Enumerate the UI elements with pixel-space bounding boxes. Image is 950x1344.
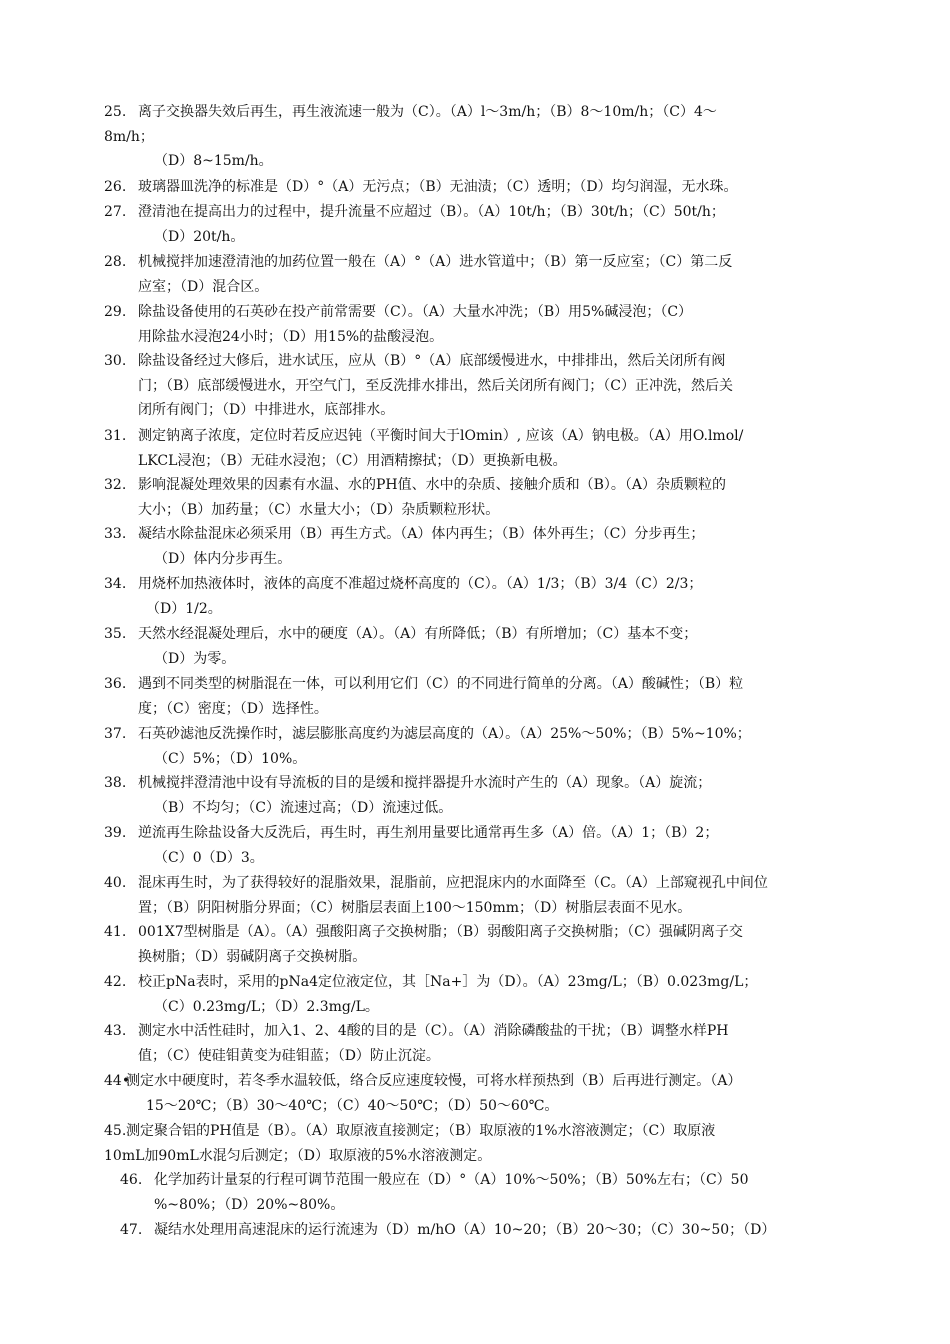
question-text-line: （C）0（D）3。	[154, 849, 264, 866]
question-text-line: 闭所有阀门；（D）中排进水，底部排水。	[138, 402, 395, 418]
question-25	[104, 100, 844, 174]
question-42	[104, 970, 844, 1019]
question-text-line: 除盐设备使用的石英砂在投产前常需要（C）。（A）大量水冲洗；（B）用5%碱浸泡；（C）	[138, 304, 693, 320]
question-number: 44•	[104, 1073, 131, 1089]
question-number: 33.	[104, 526, 127, 542]
question-text-line: 度；（C）密度；（D）选择性。	[138, 700, 328, 717]
question-text-line: 换树脂；（D）弱碱阴离子交换树脂。	[138, 948, 367, 965]
question-number: 25.	[104, 104, 127, 120]
question-text-line: 凝结水除盐混床必须采用（B）再生方式。（A）体内再生；（B）体外再生；（C）分步再生；	[138, 526, 705, 542]
question-28	[104, 250, 844, 299]
question-number: 38.	[104, 775, 127, 791]
question-text-line: （B）不均匀；（C）流速过高；（D）流速过低。	[154, 799, 453, 816]
question-text-line: 门；（B）底部缓慢进水，开空气门，至反洗排水排出，然后关闭所有阀门；（C）正冲洗，然后关	[138, 377, 733, 394]
question-text-line: %~80%；（D）20%~80%。	[154, 1196, 345, 1213]
question-text-line: LKCL浸泡；（B）无硅水浸泡；（C）用酒精擦拭；（D）更换新电极。	[138, 452, 567, 469]
question-text-line: （C）0.23mg/L；（D）2.3mg/L。	[154, 998, 379, 1015]
question-41	[104, 920, 844, 969]
question-text-line: 应室；（D）混合区。	[138, 278, 269, 295]
question-35	[104, 622, 844, 671]
question-text-line: （D）1/2。	[146, 600, 222, 617]
question-39	[104, 821, 844, 870]
question-30	[104, 349, 844, 423]
question-46	[120, 1168, 844, 1217]
question-26	[104, 175, 844, 200]
question-text-line: 值；（C）使硅钼黄变为硅钼蓝；（D）防止沉淀。	[138, 1047, 440, 1064]
question-text-line: 大小；（B）加药量；（C）水量大小；（D）杂质颗粒形状。	[138, 501, 500, 518]
question-33	[104, 522, 844, 571]
question-number: 39.	[104, 825, 127, 841]
question-36	[104, 672, 844, 721]
question-number: 42.	[104, 974, 127, 990]
question-text-line: 001X7型树脂是（A）。（A）强酸阳离子交换树脂；（B）弱酸阳离子交换树脂；（C）强碱阴离子交	[138, 924, 743, 940]
question-text-line: 玻璃器皿洗净的标准是（D）°（A）无污点；（B）无油渍；（C）透明；（D）均匀润湿，无水珠。	[138, 179, 738, 195]
question-31	[104, 424, 844, 473]
question-number: 43.	[104, 1023, 127, 1039]
question-number: 37.	[104, 726, 127, 742]
question-text-line: 置；（B）阴阳树脂分界面；（C）树脂层表面上100〜150mm；（D）树脂层表面不见水。	[138, 899, 692, 916]
question-text-line: 澄清池在提高出力的过程中，提升流量不应超过（B）。（A）10t/h；（B）30t/h；（C）50t/h；	[138, 204, 725, 220]
question-text-line: 影响混凝处理效果的因素有水温、水的PH值、水中的杂质、接触介质和（B）。（A）杂质颗粒的	[138, 477, 727, 493]
question-text-line: 测定水中硬度时，若冬季水温较低，络合反应速度较慢，可将水样预热到（B）后再进行测定。（A）	[126, 1073, 742, 1089]
question-number: 27.	[104, 204, 127, 220]
question-text-line: 测定钠离子浓度，定位时若反应迟钝（平衡时间大于lOmin）, 应该（A）钠电极。（A）用O.lmol/	[138, 428, 744, 444]
question-number: 26.	[104, 179, 127, 195]
question-number: 29.	[104, 304, 127, 320]
question-45	[104, 1119, 844, 1168]
question-number: 36.	[104, 676, 127, 692]
question-text-line: 机械搅拌加速澄清池的加药位置一般在（A）°（A）进水管道中；（B）第一反应室；（C）第二反	[138, 254, 733, 270]
question-40	[104, 871, 844, 920]
question-text-line: 遇到不同类型的树脂混在一体，可以利用它们（C）的不同进行简单的分离。（A）酸碱性；（B）粒	[138, 676, 744, 692]
question-34	[104, 572, 844, 621]
question-text-line: 测定水中活性硅时，加入1、2、4酸的目的是（C）。（A）消除磷酸盐的干扰；（B）调整水样PH	[138, 1023, 729, 1039]
question-number: 32.	[104, 477, 127, 493]
question-text-line: 用除盐水浸泡24小时；（D）用15%的盐酸浸泡。	[138, 328, 444, 345]
question-text-line: （C）5%；（D）10%。	[154, 750, 307, 767]
question-text-line: 用烧杯加热液体时，液体的高度不准超过烧杯高度的（C）。（A）1/3；（B）3/4（C）2/3；	[138, 576, 703, 592]
question-text-line: 化学加药计量泵的行程可调节范围一般应在（D）°（A）10%〜50%；（B）50%左右；（C）50	[154, 1172, 749, 1188]
question-29	[104, 300, 844, 349]
question-number: 31.	[104, 428, 127, 444]
question-text-line: （D）20t/h。	[154, 228, 245, 245]
question-43	[104, 1019, 844, 1068]
question-38	[104, 771, 844, 820]
question-text-line: 石英砂滤池反洗操作时，滤层膨胀高度约为滤层高度的（A）。（A）25%〜50%；（B）5%~10%；	[138, 726, 751, 742]
question-text-line: （D）为零。	[154, 650, 236, 667]
question-37	[104, 722, 844, 771]
question-number: 45.	[104, 1123, 127, 1139]
question-text-line: 逆流再生除盐设备大反洗后，再生时，再生剂用量要比通常再生多（A）倍。（A）1；（B）2；	[138, 825, 719, 841]
question-44	[104, 1069, 844, 1118]
question-number: 40.	[104, 875, 127, 891]
question-27	[104, 200, 844, 249]
question-text-line: （D）体内分步再生。	[154, 550, 292, 567]
question-number: 35.	[104, 626, 127, 642]
question-text-line: 天然水经混凝处理后，水中的硬度（A）。（A）有所降低；（B）有所增加；（C）基本不变；	[138, 626, 698, 642]
question-number: 30.	[104, 353, 127, 369]
question-32	[104, 473, 844, 522]
question-text-line: 机械搅拌澄清池中设有导流板的目的是缓和搅拌器提升水流时产生的（A）现象。（A）旋流；	[138, 775, 712, 791]
question-text-line: 10mL加90mL水混匀后测定；（D）取原液的5%水溶液测定。	[104, 1147, 492, 1164]
question-number: 46.	[120, 1172, 143, 1188]
question-text-line: 混床再生时，为了获得较好的混脂效果，混脂前，应把混床内的水面降至（C。（A）上部窥视孔中间位	[138, 875, 768, 891]
question-number: 28.	[104, 254, 127, 270]
question-text-line: （D）8~15m/h。	[154, 153, 273, 169]
question-text-line: 除盐设备经过大修后，进水试压，应从（B）°（A）底部缓慢进水，中排排出，然后关闭所有阀	[138, 353, 726, 369]
question-number: 34.	[104, 576, 127, 592]
question-text-line: 8m/h；	[104, 128, 154, 145]
question-47	[120, 1218, 844, 1243]
question-text-line: 校正pNa表时，采用的pNa4定位液定位，其［Na+］为（D）。（A）23mg/L；（B）0.023mg/L；	[138, 974, 758, 990]
question-text-line: 离子交换器失效后再生，再生液流速一般为（C）。（A）l〜3m/h；（B）8〜10m/h；（C）4〜	[138, 104, 717, 120]
question-text-line: 凝结水处理用高速混床的运行流速为（D）m/hO（A）10~20；（B）20〜30；（C）30~50；（D）	[154, 1222, 776, 1238]
question-number: 47.	[120, 1222, 143, 1238]
question-text-line: 测定聚合铝的PH值是（B）。（A）取原液直接测定；（B）取原液的1%水溶液测定；（C）取原液	[126, 1123, 716, 1139]
question-text-line: 15〜20℃；（B）30〜40℃；（C）40〜50℃；（D）50〜60℃。	[146, 1097, 559, 1114]
question-number: 41.	[104, 924, 127, 940]
